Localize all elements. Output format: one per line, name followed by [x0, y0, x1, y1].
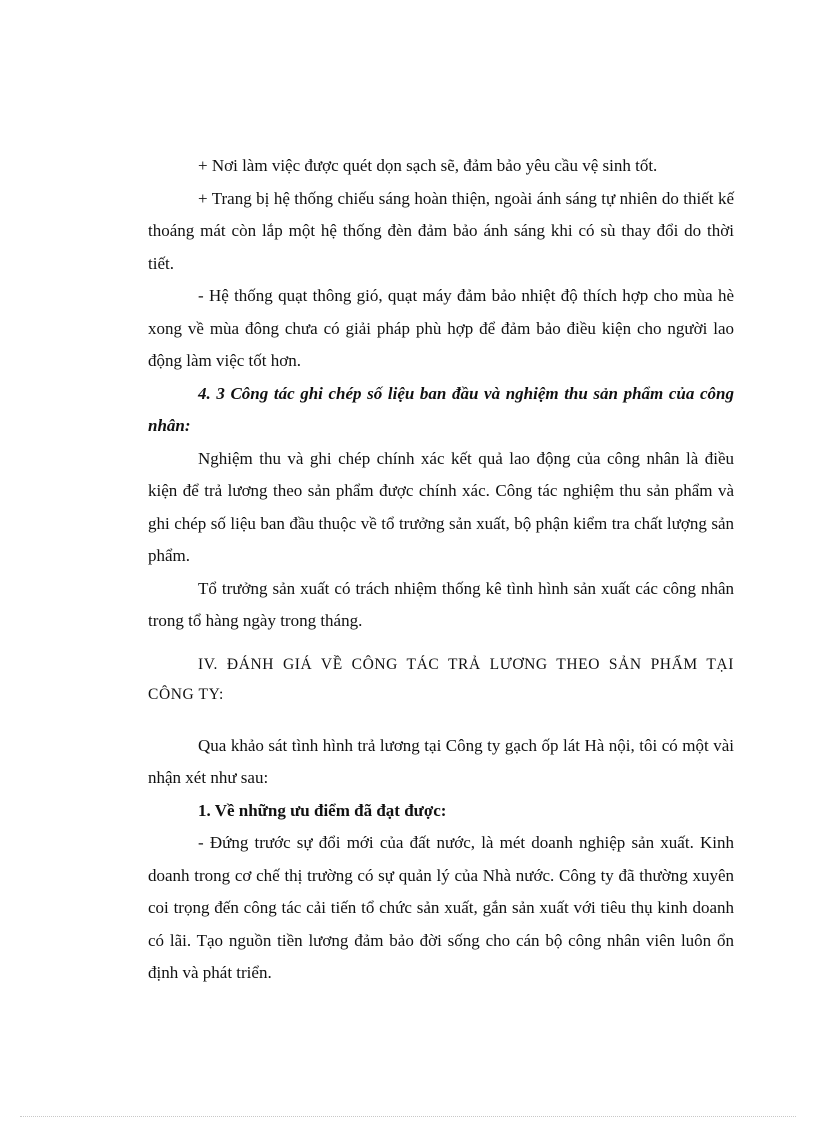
- paragraph-company-development: - Đứng trước sự đổi mới của đất nước, là mét doanh nghiệp sản xuất. Kinh doanh trong cơ chế thị trường có sự quản lý của Nhà nước. Công ty đã thường xuyên coi trọng đến công tác cải tiến tổ chức sản xuất, gắn sản xuất với tiêu thụ kinh doanh có lãi. Tạo nguồn tiền lương đảm bảo đời sống cho cán bộ công nhân viên luôn ổn định và phát triển.: [148, 833, 734, 982]
- paragraph-lighting-system: + Trang bị hệ thống chiếu sáng hoàn thiện, ngoài ánh sáng tự nhiên do thiết kế thoáng mát còn lắp một hệ thống đèn đảm bảo ánh sáng khi có sù thay đổi do thời tiết.: [148, 188, 734, 273]
- paragraph-survey-intro: Qua khảo sát tình hình trả lương tại Công ty gạch ốp lát Hà nội, tôi có một vài nhận xét như sau:: [148, 735, 734, 787]
- paragraph-acceptance-recording: Nghiệm thu và ghi chép chính xác kết quả lao động của công nhân là điều kiện để trả lương theo sản phẩm được chính xác. Công tác nghiệm thu sản phẩm và ghi chép số liệu ban đầu thuộc về tổ trưởng sản xuất, bộ phận kiểm tra chất lượng sản phẩm.: [148, 448, 734, 565]
- document-page: [148, 150, 734, 990]
- subheading-advantages: 1. Về những ưu điểm đã đạt được:: [198, 800, 447, 820]
- subheading-record-keeping: 4. 3 Công tác ghi chép số liệu ban đầu và nghiệm thu sản phẩm của công nhân:: [148, 383, 734, 435]
- page-bottom-divider: [20, 1116, 796, 1117]
- paragraph-ventilation-system: - Hệ thống quạt thông gió, quạt máy đảm bảo nhiệt độ thích hợp cho mùa hè xong về mùa đông chưa có giải pháp phù hợp để đảm bảo điều kiện cho người lao động làm việc tốt hơn.: [148, 286, 734, 370]
- paragraph-workplace-cleaning: + Nơi làm việc được quét dọn sạch sẽ, đảm bảo yêu cầu vệ sinh tốt.: [198, 156, 658, 175]
- section-heading-evaluation: IV. ĐÁNH GIÁ VỀ CÔNG TÁC TRẢ LƯƠNG THEO SẢN PHẨM TẠI CÔNG TY:: [148, 655, 734, 703]
- paragraph-team-leader-duty: Tổ trưởng sản xuất có trách nhiệm thống kê tình hình sản xuất các công nhân trong tổ hàng ngày trong tháng.: [148, 578, 734, 630]
